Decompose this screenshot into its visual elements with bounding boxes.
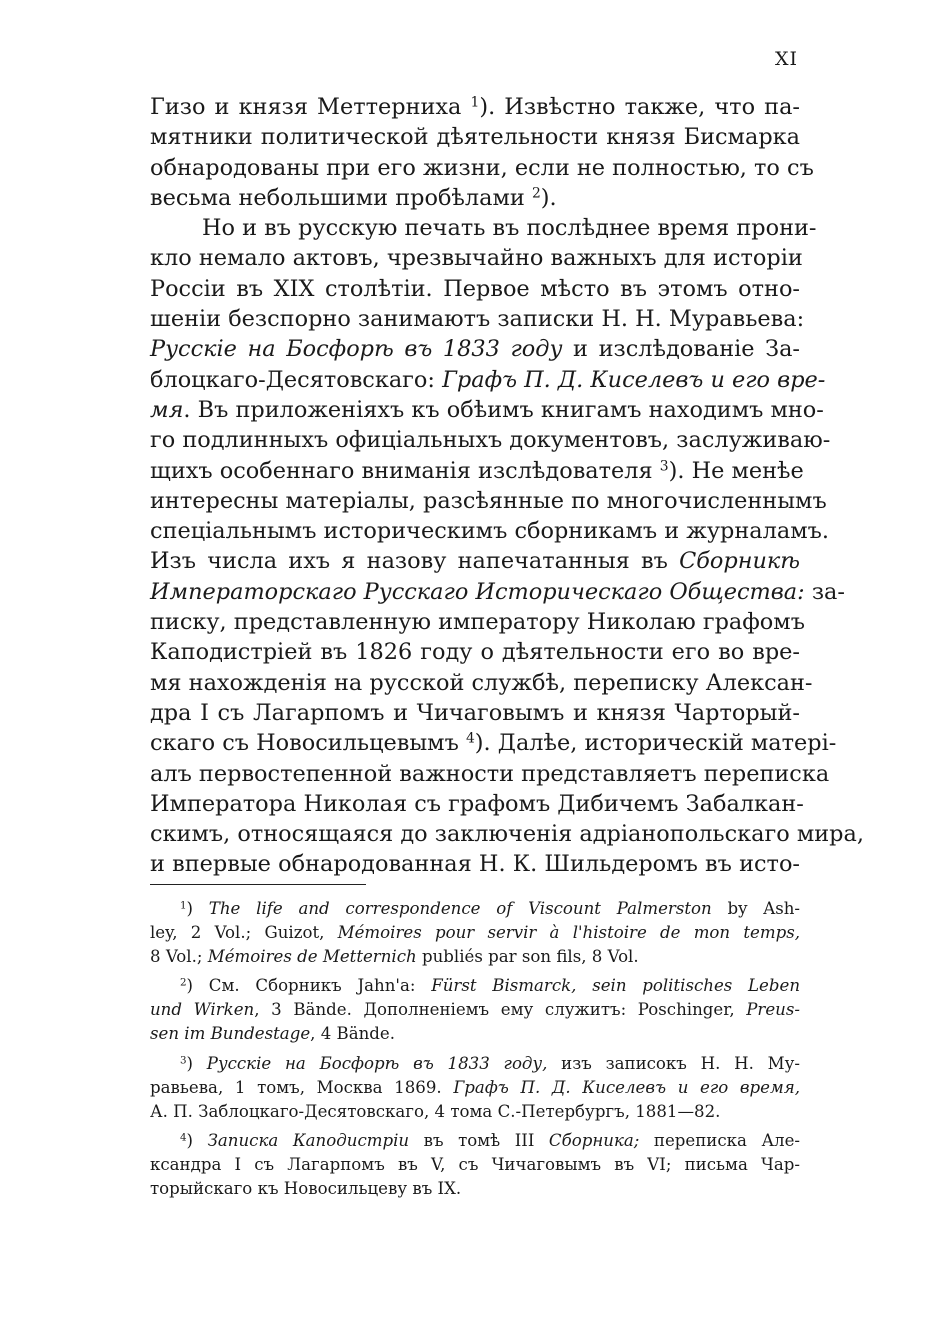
body-line: кло немало актовъ, чрезвычайно важныхъ для исторіи — [150, 245, 803, 272]
body-line: Каподистріей въ 1826 году о дѣятельности его во вре- — [150, 639, 800, 666]
footnote-line: $^2$) См. Сборникъ Jahn'a: Fürst Bismarck, sein politisches Leben — [180, 976, 801, 996]
footnote-line: А. П. Заблоцкаго-Десятовскаго, 4 тома С.-Петербургъ, 1881—82. — [150, 1101, 721, 1121]
body-line: Императорскаго Русскаго Историческаго Общества: за- — [150, 578, 845, 605]
body-line: алъ первостепенной важности представляетъ переписка — [150, 760, 830, 787]
body-line: шеніи безспорно занимаютъ записки Н. Н. Муравьева: — [150, 306, 805, 333]
footnote-1 — [150, 897, 800, 969]
page-number: XI — [774, 48, 798, 70]
body-line: блоцкаго-Десятовскаго: Графъ П. Д. Киселевъ и его вре- — [150, 366, 826, 393]
body-line: писку, представленную императору Николаю графомъ — [150, 609, 805, 636]
body-line: Россіи въ XIX столѣтіи. Первое мѣсто въ этомъ отно- — [150, 275, 800, 302]
footnote-line: $^1$) The life and correspondence of Viscount Palmerston by Ash- — [180, 899, 800, 918]
body-line: щихъ особеннаго вниманія изслѣдователя $^3$). Не менѣе — [150, 457, 804, 484]
body-line: Русскіе на Босфорѣ въ 1833 году и изслѣдованіе За- — [150, 336, 800, 363]
body-line: Но и въ русскую печать въ послѣднее время прони- — [202, 215, 817, 242]
footnote-line: $^4$) Записка Каподистріи въ томѣ III Сборника; переписка Але- — [180, 1130, 800, 1150]
body-line: интересны матеріалы, разсѣянные по многочисленнымъ — [150, 487, 827, 514]
body-line: мятники политической дѣятельности князя Бисмарка — [150, 124, 800, 151]
footnote-2 — [150, 974, 800, 1046]
body-line: го подлинныхъ офиціальныхъ документовъ, заслуживаю- — [150, 427, 831, 454]
footnotes — [150, 897, 800, 1201]
footnote-3 — [150, 1052, 800, 1124]
body-line: весьма небольшими пробѣлами $^2$). — [150, 184, 557, 211]
body-line: скимъ, относящаяся до заключенія адріанопольскаго мира, — [150, 821, 864, 848]
body-line: обнародованы при его жизни, если не полностью, то съ — [150, 154, 814, 181]
footnote-line: $^3$) Русскіе на Босфорѣ въ 1833 году, изъ записокъ Н. Н. Му- — [180, 1053, 801, 1073]
body-line: Изъ числа ихъ я назову напечатанныя въ Сборникѣ — [150, 548, 800, 575]
footnote-line: ley, 2 Vol.; Guizot, Mémoires pour servir à l'histoire de mon temps, — [150, 923, 800, 943]
footnote-line: 8 Vol.; Mémoires de Metternich publiés par son fils, 8 Vol. — [150, 947, 639, 967]
footnote-rule — [150, 884, 366, 885]
body-line: скаго съ Новосильцевымъ $^4$). Далѣе, историческій матері- — [150, 730, 837, 757]
footnote-line: und Wirken, 3 Bände. Дополненіемъ ему служитъ: Poschinger, Preus- — [150, 1000, 800, 1020]
body-line: Императора Николая съ графомъ Дибичемъ Забалкан- — [150, 790, 804, 817]
body-line: мя нахожденія на русской службѣ, переписку Алексан- — [150, 669, 813, 696]
footnote-line: sen im Bundestage, 4 Bände. — [150, 1024, 396, 1044]
body-line: и впервые обнародованная Н. К. Шильдеромъ въ исто- — [150, 851, 800, 878]
body-line: дра I съ Лагарпомъ и Чичаговымъ и князя Чарторый- — [150, 699, 800, 726]
body-line: мя. Въ приложеніяхъ къ обѣимъ книгамъ находимъ мно- — [150, 396, 824, 423]
footnote-4 — [150, 1129, 800, 1201]
body-line: спеціальнымъ историческимъ сборникамъ и журналамъ. — [150, 518, 830, 545]
footnote-line: торыйскаго къ Новосильцеву въ IX. — [150, 1179, 462, 1199]
main-text — [150, 92, 864, 880]
footnote-line: равьева, 1 томъ, Москва 1869. Графъ П. Д. Киселевъ и его время, — [150, 1077, 800, 1097]
footnote-line: ксандра I съ Лагарпомъ въ V, съ Чичаговымъ въ VI; письма Чар- — [150, 1154, 800, 1174]
body-line: Гизо и князя Меттерниха $^1$). Извѣстно также, что па- — [150, 94, 800, 120]
